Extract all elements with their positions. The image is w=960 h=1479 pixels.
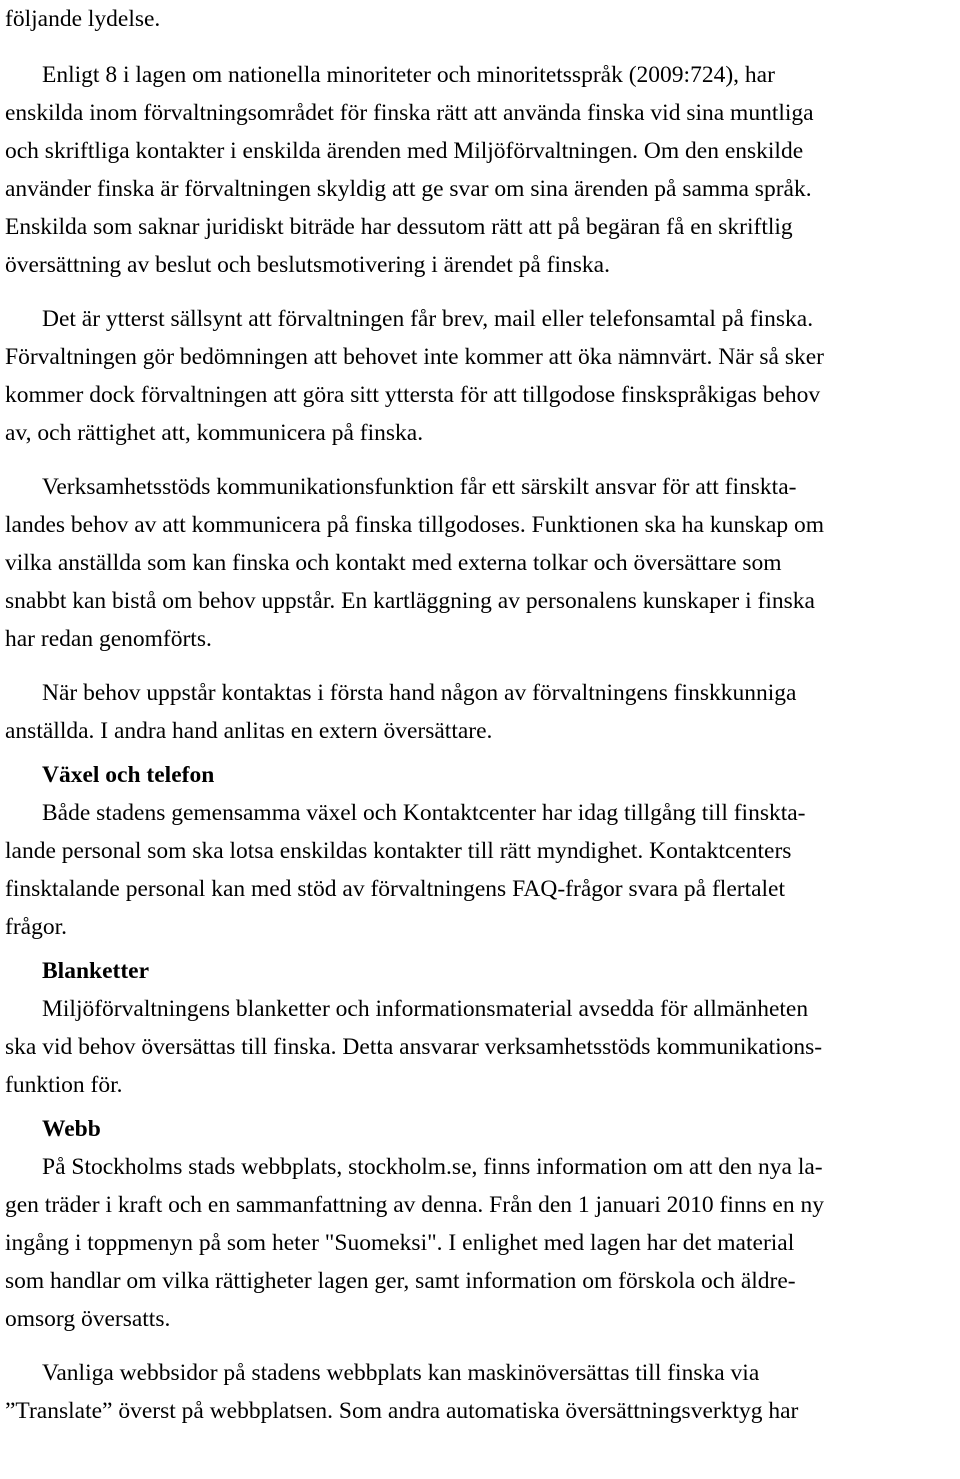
text-line: landes behov av att kommunicera på finska tillgodoses. Funktionen ska ha kunskap om xyxy=(5,512,825,538)
intro-line: följande lydelse. xyxy=(5,6,161,32)
text-line: av, och rättighet att, kommunicera på finska. xyxy=(5,420,424,446)
text-line: anställda. I andra hand anlitas en extern översättare. xyxy=(5,718,493,744)
section-telefon xyxy=(5,756,955,946)
spacer xyxy=(5,38,955,56)
spacer xyxy=(5,1338,955,1354)
text-line: ingång i toppmenyn på som heter "Suomeksi". I enlighet med lagen har det material xyxy=(5,1230,795,1256)
text-line: funktion för. xyxy=(5,1072,123,1098)
section-heading: Växel och telefon xyxy=(42,762,215,788)
text-line: På Stockholms stads webbplats, stockholm.se, finns information om att den nya la- xyxy=(42,1154,823,1180)
text-line: Enligt 8 i lagen om nationella minoriteter och minoritetsspråk (2009:724), har xyxy=(42,62,775,88)
section-heading: Webb xyxy=(42,1116,101,1142)
spacer xyxy=(5,452,955,468)
section-heading: Blanketter xyxy=(42,958,150,984)
text-line: Förvaltningen gör bedömningen att behovet inte kommer att öka nämnvärt. När så sker xyxy=(5,344,825,370)
text-line: gen träder i kraft och en sammanfattning av denna. Från den 1 januari 2010 finns en ny xyxy=(5,1192,824,1218)
text-line: Vanliga webbsidor på stadens webbplats kan maskinöversättas till finska via xyxy=(42,1360,760,1386)
paragraph-contact xyxy=(5,674,955,750)
text-line: ska vid behov översättas till finska. Detta ansvarar verksamhetsstöds kommunikations- xyxy=(5,1034,823,1060)
section-webb xyxy=(5,1110,955,1338)
text-line: kommer dock förvaltningen att göra sitt yttersta för att tillgodose finskspråkigas behov xyxy=(5,382,821,408)
spacer xyxy=(5,284,955,300)
paragraph-minority-rights xyxy=(5,56,955,284)
paragraph-translate xyxy=(5,1354,955,1430)
paragraph-frequency xyxy=(5,300,955,452)
text-line: och skriftliga kontakter i enskilda ärenden med Miljöförvaltningen. Om den enskilde xyxy=(5,138,804,164)
text-line: Både stadens gemensamma växel och Kontaktcenter har idag tillgång till finskta- xyxy=(42,800,806,826)
section-blanketter xyxy=(5,952,955,1104)
text-line: frågor. xyxy=(5,914,67,940)
text-line: ”Translate” överst på webbplatsen. Som andra automatiska översättningsverktyg har xyxy=(5,1398,799,1424)
text-line: Det är ytterst sällsynt att förvaltningen får brev, mail eller telefonsamtal på finska. xyxy=(42,306,814,332)
spacer xyxy=(5,658,955,674)
text-line: snabbt kan bistå om behov uppstår. En kartläggning av personalens kunskaper i finska xyxy=(5,588,815,614)
text-line: lande personal som ska lotsa enskildas kontakter till rätt myndighet. Kontaktcenters xyxy=(5,838,792,864)
text-line: som handlar om vilka rättigheter lagen ger, samt information om förskola och äldre- xyxy=(5,1268,796,1294)
paragraph-communication-function xyxy=(5,468,955,658)
text-line: enskilda inom förvaltningsområdet för finska rätt att använda finska vid sina muntliga xyxy=(5,100,814,126)
text-line: Miljöförvaltningens blanketter och informationsmaterial avsedda för allmänheten xyxy=(42,996,809,1022)
text-line: omsorg översatts. xyxy=(5,1306,171,1332)
text-line: När behov uppstår kontaktas i första hand någon av förvaltningens finskkunniga xyxy=(42,680,797,706)
document-page xyxy=(5,0,955,1430)
text-line: vilka anställda som kan finska och kontakt med externa tolkar och översättare som xyxy=(5,550,782,576)
text-line: har redan genomförts. xyxy=(5,626,212,652)
text-line: översättning av beslut och beslutsmotivering i ärendet på finska. xyxy=(5,252,610,278)
text-line: använder finska är förvaltningen skyldig att ge svar om sina ärenden på samma språk. xyxy=(5,176,812,202)
text-line: Verksamhetsstöds kommunikationsfunktion får ett särskilt ansvar för att finskta- xyxy=(42,474,797,500)
text-line: finsktalande personal kan med stöd av förvaltningens FAQ-frågor svara på flertalet xyxy=(5,876,786,902)
text-line: Enskilda som saknar juridiskt biträde har dessutom rätt att på begäran få en skriftlig xyxy=(5,214,793,240)
